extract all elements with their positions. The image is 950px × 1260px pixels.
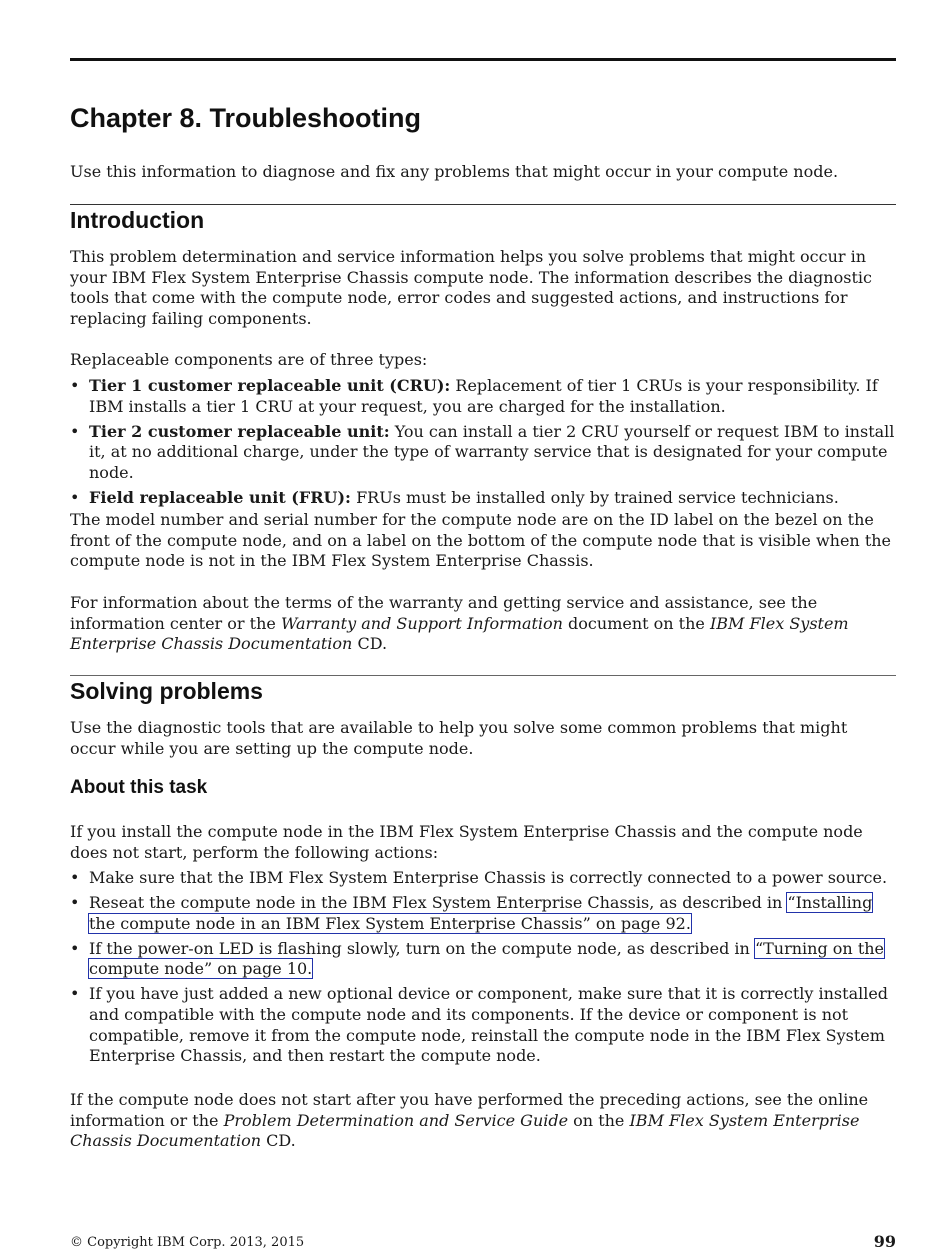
warranty-paragraph: For information about the terms of the warranty and getting service and assistance, see the information center or the Warranty and Support Information document on the IBM Flex System Enterprise Chassis Documentation CD. — [70, 593, 849, 654]
about-task-heading: About this task — [70, 777, 208, 798]
document-title: Warranty and Support Information — [280, 613, 563, 633]
actions-list — [70, 868, 896, 1071]
term: Tier 1 customer replaceable unit (CRU): — [89, 376, 451, 395]
chapter-title: Chapter 8. Troubleshooting — [70, 103, 422, 133]
solving-intro: Use the diagnostic tools that are available to help you solve some common problems that might occur while you are setting up the compute node. — [70, 718, 848, 758]
document-title: IBM Flex System Enterprise Chassis Documentation — [70, 613, 849, 654]
description: You can install a tier 2 CRU yourself or request IBM to install it, at no additional charge, under the type of warranty service that is designated for your compute node. — [89, 421, 895, 482]
solving-problems-heading: Solving problems — [70, 678, 263, 704]
turning-on-compute-node-link[interactable]: “Turning on the compute node” on page 10. — [89, 938, 885, 979]
introduction-heading: Introduction — [70, 207, 205, 233]
page-number: 99 — [873, 1232, 896, 1251]
list-item — [70, 422, 896, 484]
document-title: Problem Determination and Service Guide — [223, 1110, 569, 1130]
installing-compute-node-link[interactable]: “Installing the compute node in an IBM Flex System Enterprise Chassis” on page 92. — [89, 893, 873, 933]
term: Tier 2 customer replaceable unit: — [89, 421, 390, 441]
list-item: • If you have just added a new optional device or component, make sure that it is correctly installed and compatible with the compute node and its components. If the device or component is not compatible, remove it from the compute node, reinstall the compute node in the IBM Flex System Enterprise Chassis, and then restart the compute node. — [70, 984, 896, 1066]
list-item — [70, 376, 896, 417]
closing-paragraph: If the compute node does not start after you have performed the preceding actions, see the online information or the Problem Determination and Service Guide on the IBM Flex System Enterprise Chassis Documentation CD. — [70, 1090, 869, 1151]
description: Replacement of tier 1 CRUs is your responsibility. If IBM installs a tier 1 CRU at your request, you are charged for the installation. — [89, 376, 878, 416]
copyright-footer: © Copyright IBM Corp. 2013, 2015 — [70, 1235, 305, 1250]
model-number-paragraph: The model number and serial number for the compute node are on the ID label on the bezel on the front of the compute node, and on a label on the bottom of the compute node that is visible when the compute node is not in the IBM Flex System Enterprise Chassis. — [70, 510, 892, 571]
component-types-list — [70, 376, 896, 513]
chapter-intro: Use this information to diagnose and fix any problems that might occur in your compute node. — [70, 162, 839, 181]
types-lead: Replaceable components are of three types: — [70, 350, 428, 369]
list-item: • Make sure that the IBM Flex System Enterprise Chassis is correctly connected to a power source. — [70, 868, 896, 889]
introduction-paragraph: This problem determination and service information helps you solve problems that might occur in your IBM Flex System Enterprise Chassis compute node. The information describes the diagnostic tools that come with the compute node, error codes and suggested actions, and instructions for replacing failing components. — [70, 247, 872, 328]
task-lead: If you install the compute node in the IBM Flex System Enterprise Chassis and the compute node does not start, perform the following actions: — [70, 822, 863, 862]
section-rule — [70, 675, 896, 676]
list-item — [70, 488, 896, 509]
list-item: • Reseat the compute node in the IBM Flex System Enterprise Chassis, as described in “Installing the compute node in an IBM Flex System Enterprise Chassis” on page 92. — [70, 893, 896, 934]
top-rule — [70, 58, 896, 61]
list-item: • If the power-on LED is flashing slowly, turn on the compute node, as described in “Turning on the compute node” on page 10. — [70, 939, 896, 980]
section-rule — [70, 204, 896, 205]
term: Field replaceable unit (FRU): — [89, 487, 351, 507]
document-title: IBM Flex System Enterprise Chassis Documentation — [70, 1110, 860, 1151]
description: FRUs must be installed only by trained service technicians. — [356, 487, 839, 507]
